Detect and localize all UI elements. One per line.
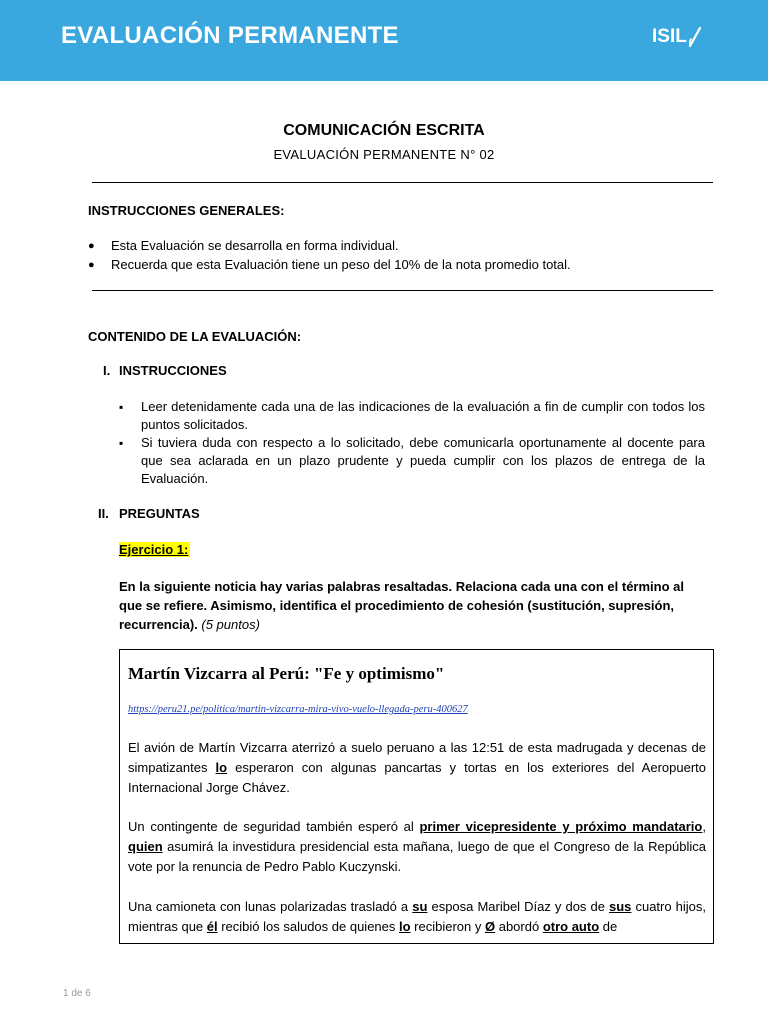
highlighted-word: quien [128, 839, 163, 854]
page-indicator: 1 de 6 [63, 988, 91, 999]
general-instructions-heading: INSTRUCCIONES GENERALES: [88, 203, 285, 218]
highlighted-word: primer vicepresidente y próximo mandatario [419, 819, 703, 834]
header-bar [0, 0, 768, 81]
paragraph-text: asumirá la investidura presidencial esta mañana, luego de que el Congreso de la República vote por la renuncia de Pedro Pablo Kuczynski. [128, 839, 706, 874]
divider-top [92, 182, 713, 183]
section-2-number: II. [98, 506, 109, 521]
news-title: Martín Vizcarra al Perú: "Fe y optimismo" [128, 664, 445, 683]
question-text: En la siguiente noticia hay varias palabras resaltadas. Relaciona cada una con el término al que se refiere. Asimismo, identifica el procedimiento de cohesión (sustitución, supresión, recurrencia). [119, 579, 684, 632]
logo-text: ISIL [652, 26, 687, 47]
content-heading: CONTENIDO DE LA EVALUACIÓN: [88, 329, 302, 344]
paragraph-text: recibió los saludos de quienes [217, 919, 399, 934]
list-item: ▪ Leer detenidamente cada una de las indicaciones de la evaluación a fin de cumplir con todos los puntos solicitados. [119, 398, 705, 434]
exercise-question [119, 577, 709, 634]
highlighted-word: él [206, 919, 218, 934]
exercise-label: Ejercicio 1: [119, 542, 189, 557]
highlighted-word: Ø [484, 919, 496, 934]
list-item: ● Recuerda que esta Evaluación tiene un peso del 10% de la nota promedio total. [88, 256, 728, 275]
paragraph-text: recibieron y [410, 919, 485, 934]
highlighted-word: lo [215, 760, 228, 775]
paragraph-text: , [702, 819, 706, 834]
section-1-number: I. [103, 363, 111, 378]
highlighted-word: sus [609, 899, 632, 914]
divider-bottom [92, 290, 713, 291]
paragraph-text: esposa Maribel Díaz y dos de [427, 899, 609, 914]
highlighted-word: lo [399, 919, 411, 934]
paragraph-text: El avión de Martín Vizcarra aterrizó a suelo peruano a las 12:51 de esta madrugada y decenas de simpatizantes [128, 740, 706, 775]
isil-logo [652, 26, 702, 48]
news-paragraph-2 [128, 817, 706, 877]
list-item: ● Esta Evaluación se desarrolla en forma individual. [88, 237, 728, 256]
paragraph-text: abordó [495, 919, 543, 934]
section-2-title: PREGUNTAS [119, 506, 200, 521]
document-subtitle: EVALUACIÓN PERMANENTE N° 02 [273, 147, 495, 162]
paragraph-text: cuatro hijos, mientras que [128, 899, 706, 934]
paragraph-text: esperaron con algunas pancartas y tortas en los exteriores del Aeropuerto Internacional Jorge Chávez. [128, 760, 706, 795]
header-title: EVALUACIÓN PERMANENTE [61, 22, 399, 49]
highlighted-word: otro auto [542, 919, 600, 934]
section-1-list [119, 398, 705, 488]
list-item: ▪ Si tuviera duda con respecto a lo solicitado, debe comunicarla oportunamente al docente para que sea aclarada en un plazo prudente y pueda cumplir con los plazos de entrega de la Evaluación. [119, 434, 705, 488]
highlighted-word: su [412, 899, 428, 914]
paragraph-text: de [599, 919, 618, 934]
paragraph-text: Una camioneta con lunas polarizadas trasladó a [128, 899, 413, 914]
document-title: COMUNICACIÓN ESCRITA [283, 122, 485, 139]
news-box [119, 649, 714, 944]
section-1-title: INSTRUCCIONES [119, 363, 227, 378]
paragraph-text: Un contingente de seguridad también esperó al [128, 819, 420, 834]
logo-slash-icon [688, 26, 702, 48]
news-paragraph-1 [128, 738, 706, 798]
question-points: (5 puntos) [201, 617, 260, 632]
news-paragraph-3 [128, 897, 706, 937]
general-instructions-list [88, 237, 728, 274]
news-url-link[interactable]: https://peru21.pe/politica/martin-vizcarra-mira-vivo-vuelo-llegada-peru-400627 [128, 704, 468, 715]
